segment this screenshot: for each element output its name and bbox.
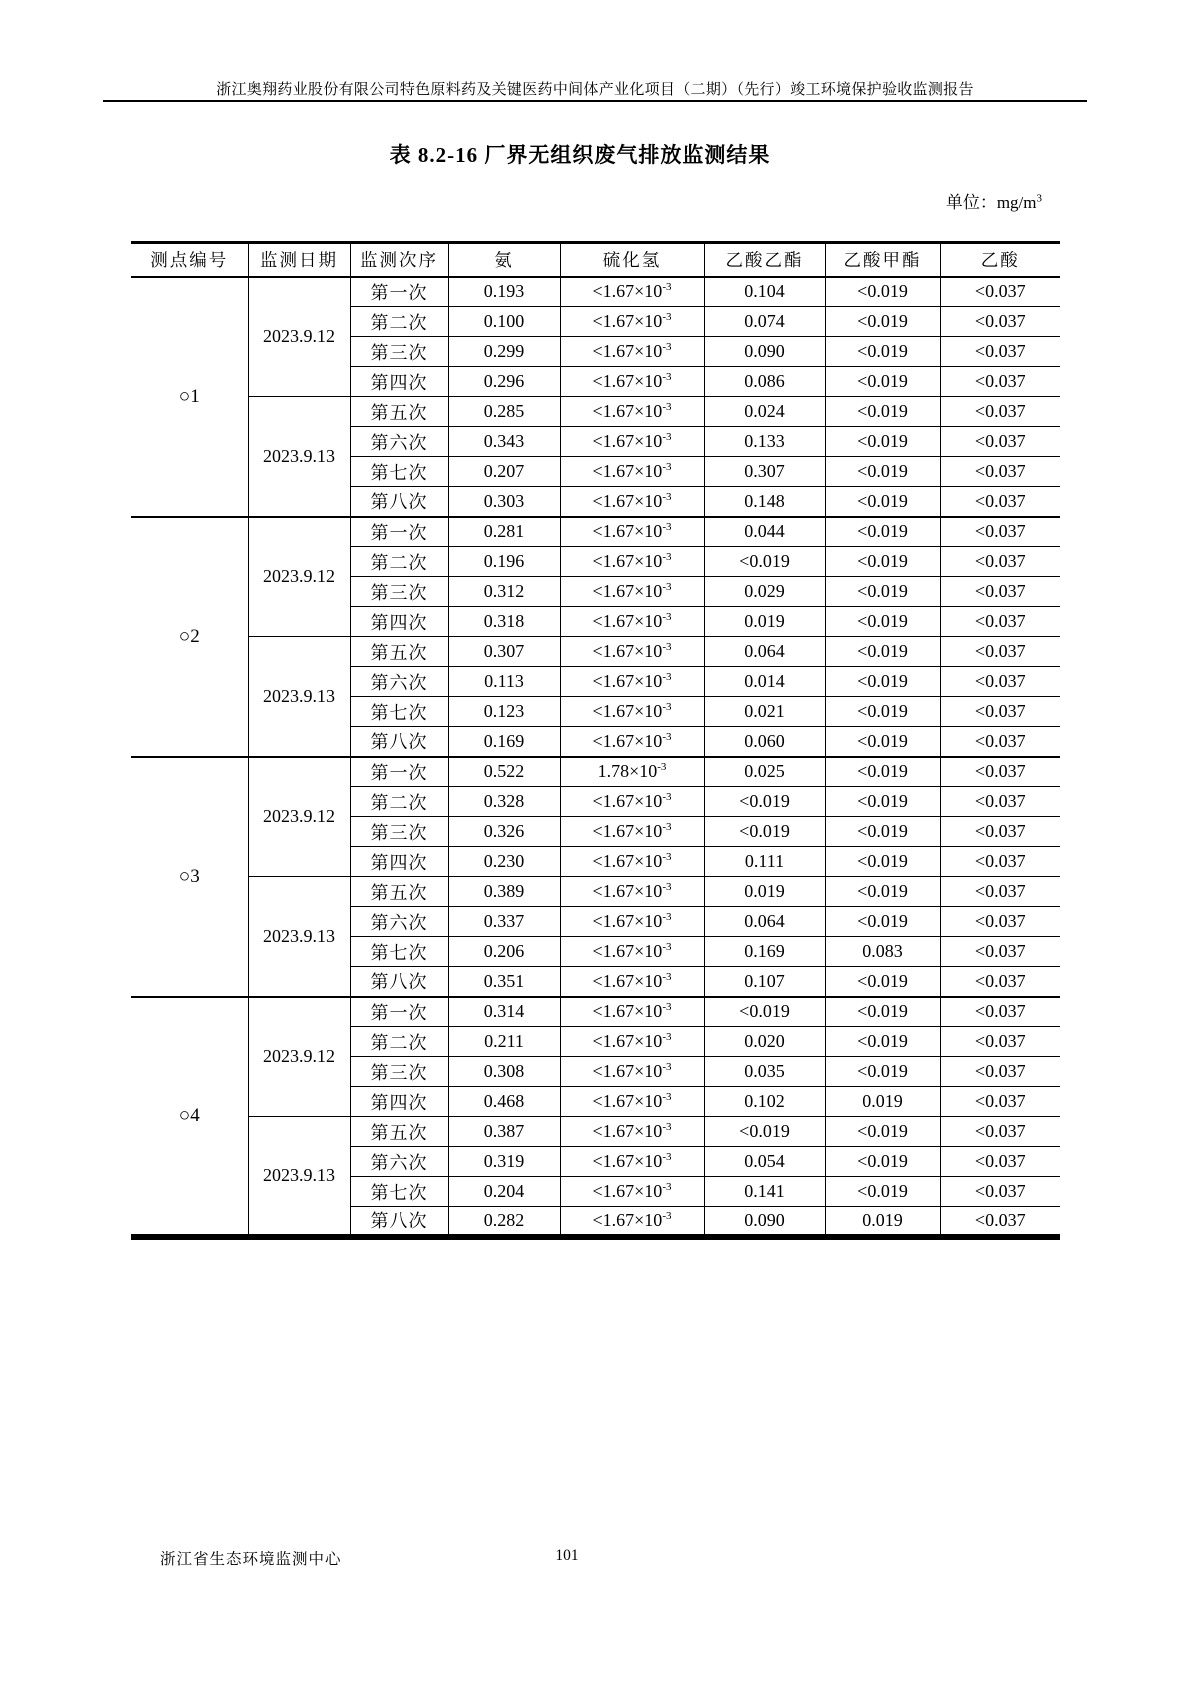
value-cell-hydrogen-sulfide: $<1.67\times 10^{-3}$ — [560, 577, 704, 607]
date-cell: 2023.9.12 — [248, 997, 350, 1117]
date-cell: 2023.9.12 — [248, 277, 350, 397]
table-row — [131, 277, 1060, 307]
value-cell-ammonia: 0.326 — [448, 817, 560, 847]
value-cell-acetic-acid: <0.037 — [940, 457, 1060, 487]
sequence-cell: 第五次 — [350, 877, 448, 907]
value-cell-ethyl-acetate: 0.141 — [704, 1177, 825, 1207]
value-cell-ammonia: 0.328 — [448, 787, 560, 817]
value-cell-hydrogen-sulfide: $<1.67\times 10^{-3}$ — [560, 1117, 704, 1147]
date-cell: 2023.9.13 — [248, 877, 350, 997]
column-header-7: 乙酸 — [940, 243, 1060, 277]
value-cell-ethyl-acetate: 0.090 — [704, 337, 825, 367]
value-cell-acetic-acid: <0.037 — [940, 1117, 1060, 1147]
value-cell-hydrogen-sulfide: $<1.67\times 10^{-3}$ — [560, 967, 704, 997]
value-cell-methyl-acetate: <0.019 — [825, 337, 940, 367]
value-cell-ammonia: 0.522 — [448, 757, 560, 787]
sequence-cell: 第六次 — [350, 1147, 448, 1177]
value-cell-ammonia: 0.100 — [448, 307, 560, 337]
value-cell-ethyl-acetate: 0.054 — [704, 1147, 825, 1177]
date-cell: 2023.9.13 — [248, 637, 350, 757]
table-row — [131, 397, 1060, 427]
value-cell-hydrogen-sulfide: $<1.67\times 10^{-3}$ — [560, 517, 704, 547]
column-header-0: 测点编号 — [131, 243, 248, 277]
value-cell-ammonia: 0.282 — [448, 1207, 560, 1237]
value-cell-ammonia: 0.206 — [448, 937, 560, 967]
date-cell: 2023.9.13 — [248, 397, 350, 517]
value-cell-ethyl-acetate: 0.169 — [704, 937, 825, 967]
sequence-cell: 第三次 — [350, 577, 448, 607]
value-cell-hydrogen-sulfide: $<1.67\times 10^{-3}$ — [560, 1087, 704, 1117]
sequence-cell: 第二次 — [350, 307, 448, 337]
value-cell-ammonia: 0.312 — [448, 577, 560, 607]
value-cell-ethyl-acetate: <0.019 — [704, 817, 825, 847]
value-cell-hydrogen-sulfide: $1.78\times 10^{-3}$ — [560, 757, 704, 787]
value-cell-hydrogen-sulfide: $<1.67\times 10^{-3}$ — [560, 1207, 704, 1237]
sequence-cell: 第四次 — [350, 607, 448, 637]
value-cell-hydrogen-sulfide: $<1.67\times 10^{-3}$ — [560, 667, 704, 697]
sequence-cell: 第五次 — [350, 637, 448, 667]
value-cell-ammonia: 0.343 — [448, 427, 560, 457]
value-cell-ethyl-acetate: 0.090 — [704, 1207, 825, 1237]
sequence-cell: 第七次 — [350, 1177, 448, 1207]
value-cell-acetic-acid: <0.037 — [940, 517, 1060, 547]
unit-label: 单位：$mg/m^3$ — [945, 192, 1042, 212]
value-cell-acetic-acid: <0.037 — [940, 847, 1060, 877]
value-cell-methyl-acetate: <0.019 — [825, 847, 940, 877]
column-header-4: 硫化氢 — [560, 243, 704, 277]
sequence-cell: 第四次 — [350, 847, 448, 877]
value-cell-methyl-acetate: <0.019 — [825, 997, 940, 1027]
value-cell-acetic-acid: <0.037 — [940, 1207, 1060, 1237]
sequence-cell: 第二次 — [350, 787, 448, 817]
value-cell-methyl-acetate: <0.019 — [825, 697, 940, 727]
value-cell-hydrogen-sulfide: $<1.67\times 10^{-3}$ — [560, 547, 704, 577]
value-cell-acetic-acid: <0.037 — [940, 577, 1060, 607]
footer-organization: 浙江省生态环境监测中心 — [160, 1551, 342, 1568]
value-cell-ethyl-acetate: 0.102 — [704, 1087, 825, 1117]
value-cell-ethyl-acetate: 0.020 — [704, 1027, 825, 1057]
value-cell-methyl-acetate: <0.019 — [825, 907, 940, 937]
value-cell-acetic-acid: <0.037 — [940, 1057, 1060, 1087]
value-cell-methyl-acetate: <0.019 — [825, 277, 940, 307]
value-cell-methyl-acetate: <0.019 — [825, 367, 940, 397]
value-cell-methyl-acetate: <0.019 — [825, 517, 940, 547]
value-cell-methyl-acetate: <0.019 — [825, 637, 940, 667]
value-cell-methyl-acetate: <0.019 — [825, 427, 940, 457]
value-cell-methyl-acetate: <0.019 — [825, 307, 940, 337]
value-cell-ethyl-acetate: 0.064 — [704, 907, 825, 937]
value-cell-hydrogen-sulfide: $<1.67\times 10^{-3}$ — [560, 907, 704, 937]
table-row — [131, 877, 1060, 907]
point-id-cell: ○1 — [131, 277, 248, 517]
value-cell-ammonia: 0.196 — [448, 547, 560, 577]
header-divider — [103, 100, 1087, 102]
column-header-2: 监测次序 — [350, 243, 448, 277]
sequence-cell: 第六次 — [350, 427, 448, 457]
value-cell-methyl-acetate: <0.019 — [825, 757, 940, 787]
sequence-cell: 第六次 — [350, 907, 448, 937]
monitoring-table — [131, 241, 1060, 1240]
value-cell-ethyl-acetate: 0.021 — [704, 697, 825, 727]
value-cell-ammonia: 0.123 — [448, 697, 560, 727]
value-cell-acetic-acid: <0.037 — [940, 817, 1060, 847]
sequence-cell: 第八次 — [350, 1207, 448, 1237]
value-cell-ethyl-acetate: 0.064 — [704, 637, 825, 667]
value-cell-methyl-acetate: <0.019 — [825, 607, 940, 637]
value-cell-hydrogen-sulfide: $<1.67\times 10^{-3}$ — [560, 427, 704, 457]
value-cell-acetic-acid: <0.037 — [940, 727, 1060, 757]
value-cell-hydrogen-sulfide: $<1.67\times 10^{-3}$ — [560, 727, 704, 757]
table-container — [131, 241, 1060, 1240]
value-cell-acetic-acid: <0.037 — [940, 337, 1060, 367]
date-cell: 2023.9.13 — [248, 1117, 350, 1237]
value-cell-ammonia: 0.307 — [448, 637, 560, 667]
date-cell: 2023.9.12 — [248, 517, 350, 637]
sequence-cell: 第一次 — [350, 997, 448, 1027]
point-id-cell: ○4 — [131, 997, 248, 1237]
value-cell-acetic-acid: <0.037 — [940, 277, 1060, 307]
value-cell-ethyl-acetate: <0.019 — [704, 1117, 825, 1147]
sequence-cell: 第七次 — [350, 457, 448, 487]
value-cell-ethyl-acetate: 0.133 — [704, 427, 825, 457]
value-cell-hydrogen-sulfide: $<1.67\times 10^{-3}$ — [560, 307, 704, 337]
value-cell-acetic-acid: <0.037 — [940, 757, 1060, 787]
value-cell-acetic-acid: <0.037 — [940, 997, 1060, 1027]
value-cell-hydrogen-sulfide: $<1.67\times 10^{-3}$ — [560, 997, 704, 1027]
value-cell-ammonia: 0.387 — [448, 1117, 560, 1147]
value-cell-ammonia: 0.204 — [448, 1177, 560, 1207]
sequence-cell: 第二次 — [350, 547, 448, 577]
value-cell-hydrogen-sulfide: $<1.67\times 10^{-3}$ — [560, 457, 704, 487]
value-cell-acetic-acid: <0.037 — [940, 1087, 1060, 1117]
table-row — [131, 637, 1060, 667]
value-cell-methyl-acetate: <0.019 — [825, 397, 940, 427]
value-cell-ethyl-acetate: 0.019 — [704, 607, 825, 637]
value-cell-ethyl-acetate: 0.107 — [704, 967, 825, 997]
value-cell-ethyl-acetate: 0.104 — [704, 277, 825, 307]
value-cell-acetic-acid: <0.037 — [940, 967, 1060, 997]
value-cell-hydrogen-sulfide: $<1.67\times 10^{-3}$ — [560, 487, 704, 517]
value-cell-ethyl-acetate: 0.019 — [704, 877, 825, 907]
sequence-cell: 第五次 — [350, 397, 448, 427]
page-number: 101 — [555, 1547, 579, 1564]
value-cell-acetic-acid: <0.037 — [940, 877, 1060, 907]
value-cell-ethyl-acetate: 0.035 — [704, 1057, 825, 1087]
value-cell-ammonia: 0.389 — [448, 877, 560, 907]
value-cell-ammonia: 0.318 — [448, 607, 560, 637]
value-cell-ethyl-acetate: 0.086 — [704, 367, 825, 397]
value-cell-acetic-acid: <0.037 — [940, 667, 1060, 697]
value-cell-hydrogen-sulfide: $<1.67\times 10^{-3}$ — [560, 1057, 704, 1087]
table-row — [131, 1117, 1060, 1147]
value-cell-hydrogen-sulfide: $<1.67\times 10^{-3}$ — [560, 1177, 704, 1207]
value-cell-methyl-acetate: <0.019 — [825, 1117, 940, 1147]
value-cell-ammonia: 0.468 — [448, 1087, 560, 1117]
value-cell-ammonia: 0.308 — [448, 1057, 560, 1087]
point-id-cell: ○3 — [131, 757, 248, 997]
value-cell-ammonia: 0.351 — [448, 967, 560, 997]
value-cell-ammonia: 0.314 — [448, 997, 560, 1027]
value-cell-acetic-acid: <0.037 — [940, 397, 1060, 427]
value-cell-ammonia: 0.337 — [448, 907, 560, 937]
value-cell-methyl-acetate: <0.019 — [825, 547, 940, 577]
value-cell-ethyl-acetate: 0.111 — [704, 847, 825, 877]
value-cell-acetic-acid: <0.037 — [940, 487, 1060, 517]
value-cell-acetic-acid: <0.037 — [940, 637, 1060, 667]
value-cell-ammonia: 0.211 — [448, 1027, 560, 1057]
value-cell-acetic-acid: <0.037 — [940, 1147, 1060, 1177]
value-cell-ethyl-acetate: 0.074 — [704, 307, 825, 337]
value-cell-acetic-acid: <0.037 — [940, 937, 1060, 967]
value-cell-hydrogen-sulfide: $<1.67\times 10^{-3}$ — [560, 397, 704, 427]
value-cell-methyl-acetate: <0.019 — [825, 1177, 940, 1207]
column-header-5: 乙酸乙酯 — [704, 243, 825, 277]
value-cell-methyl-acetate: <0.019 — [825, 577, 940, 607]
value-cell-ammonia: 0.303 — [448, 487, 560, 517]
sequence-cell: 第三次 — [350, 337, 448, 367]
header-row — [131, 243, 1060, 277]
value-cell-acetic-acid: <0.037 — [940, 427, 1060, 457]
sequence-cell: 第一次 — [350, 517, 448, 547]
value-cell-hydrogen-sulfide: $<1.67\times 10^{-3}$ — [560, 697, 704, 727]
value-cell-ethyl-acetate: <0.019 — [704, 997, 825, 1027]
value-cell-ammonia: 0.319 — [448, 1147, 560, 1177]
value-cell-ethyl-acetate: 0.044 — [704, 517, 825, 547]
column-header-3: 氨 — [448, 243, 560, 277]
value-cell-acetic-acid: <0.037 — [940, 787, 1060, 817]
table-body — [131, 277, 1060, 1237]
value-cell-methyl-acetate: <0.019 — [825, 457, 940, 487]
value-cell-ethyl-acetate: 0.014 — [704, 667, 825, 697]
value-cell-methyl-acetate: <0.019 — [825, 667, 940, 697]
value-cell-ammonia: 0.230 — [448, 847, 560, 877]
sequence-cell: 第四次 — [350, 367, 448, 397]
value-cell-methyl-acetate: <0.019 — [825, 817, 940, 847]
value-cell-ammonia: 0.296 — [448, 367, 560, 397]
sequence-cell: 第六次 — [350, 667, 448, 697]
value-cell-hydrogen-sulfide: $<1.67\times 10^{-3}$ — [560, 337, 704, 367]
value-cell-hydrogen-sulfide: $<1.67\times 10^{-3}$ — [560, 817, 704, 847]
value-cell-ammonia: 0.169 — [448, 727, 560, 757]
value-cell-ammonia: 0.113 — [448, 667, 560, 697]
value-cell-ammonia: 0.207 — [448, 457, 560, 487]
sequence-cell: 第五次 — [350, 1117, 448, 1147]
sequence-cell: 第一次 — [350, 277, 448, 307]
sequence-cell: 第二次 — [350, 1027, 448, 1057]
value-cell-methyl-acetate: <0.019 — [825, 877, 940, 907]
value-cell-ammonia: 0.299 — [448, 337, 560, 367]
value-cell-ethyl-acetate: 0.025 — [704, 757, 825, 787]
value-cell-ethyl-acetate: 0.148 — [704, 487, 825, 517]
table-row — [131, 517, 1060, 547]
value-cell-hydrogen-sulfide: $<1.67\times 10^{-3}$ — [560, 1147, 704, 1177]
value-cell-hydrogen-sulfide: $<1.67\times 10^{-3}$ — [560, 277, 704, 307]
sequence-cell: 第八次 — [350, 487, 448, 517]
value-cell-ethyl-acetate: 0.024 — [704, 397, 825, 427]
value-cell-acetic-acid: <0.037 — [940, 367, 1060, 397]
sequence-cell: 第七次 — [350, 937, 448, 967]
value-cell-methyl-acetate: <0.019 — [825, 487, 940, 517]
value-cell-ammonia: 0.285 — [448, 397, 560, 427]
value-cell-hydrogen-sulfide: $<1.67\times 10^{-3}$ — [560, 787, 704, 817]
point-id-cell: ○2 — [131, 517, 248, 757]
sequence-cell: 第一次 — [350, 757, 448, 787]
date-cell: 2023.9.12 — [248, 757, 350, 877]
value-cell-hydrogen-sulfide: $<1.67\times 10^{-3}$ — [560, 607, 704, 637]
table-title: 表 8.2-16 厂界无组织废气排放监测结果 — [389, 143, 771, 167]
sequence-cell: 第八次 — [350, 967, 448, 997]
value-cell-hydrogen-sulfide: $<1.67\times 10^{-3}$ — [560, 1027, 704, 1057]
value-cell-ethyl-acetate: 0.029 — [704, 577, 825, 607]
value-cell-acetic-acid: <0.037 — [940, 907, 1060, 937]
value-cell-methyl-acetate: 0.083 — [825, 937, 940, 967]
value-cell-acetic-acid: <0.037 — [940, 1027, 1060, 1057]
table-row — [131, 757, 1060, 787]
value-cell-methyl-acetate: 0.019 — [825, 1087, 940, 1117]
value-cell-acetic-acid: <0.037 — [940, 547, 1060, 577]
value-cell-ammonia: 0.281 — [448, 517, 560, 547]
value-cell-acetic-acid: <0.037 — [940, 607, 1060, 637]
table-row — [131, 997, 1060, 1027]
value-cell-methyl-acetate: 0.019 — [825, 1207, 940, 1237]
value-cell-acetic-acid: <0.037 — [940, 697, 1060, 727]
value-cell-acetic-acid: <0.037 — [940, 307, 1060, 337]
column-header-1: 监测日期 — [248, 243, 350, 277]
value-cell-methyl-acetate: <0.019 — [825, 1147, 940, 1177]
value-cell-methyl-acetate: <0.019 — [825, 1027, 940, 1057]
value-cell-hydrogen-sulfide: $<1.67\times 10^{-3}$ — [560, 937, 704, 967]
sequence-cell: 第四次 — [350, 1087, 448, 1117]
value-cell-methyl-acetate: <0.019 — [825, 1057, 940, 1087]
value-cell-hydrogen-sulfide: $<1.67\times 10^{-3}$ — [560, 877, 704, 907]
column-header-6: 乙酸甲酯 — [825, 243, 940, 277]
table-header — [131, 243, 1060, 277]
value-cell-methyl-acetate: <0.019 — [825, 787, 940, 817]
sequence-cell: 第三次 — [350, 817, 448, 847]
value-cell-ethyl-acetate: 0.060 — [704, 727, 825, 757]
sequence-cell: 第八次 — [350, 727, 448, 757]
value-cell-hydrogen-sulfide: $<1.67\times 10^{-3}$ — [560, 367, 704, 397]
value-cell-ethyl-acetate: <0.019 — [704, 787, 825, 817]
value-cell-hydrogen-sulfide: $<1.67\times 10^{-3}$ — [560, 847, 704, 877]
value-cell-methyl-acetate: <0.019 — [825, 967, 940, 997]
sequence-cell: 第七次 — [350, 697, 448, 727]
value-cell-hydrogen-sulfide: $<1.67\times 10^{-3}$ — [560, 637, 704, 667]
value-cell-ethyl-acetate: 0.307 — [704, 457, 825, 487]
document-header: 浙江奥翔药业股份有限公司特色原料药及关键医药中间体产业化项目（二期）（先行）竣工环境保护验收监测报告 — [216, 82, 974, 98]
value-cell-ethyl-acetate: <0.019 — [704, 547, 825, 577]
value-cell-methyl-acetate: <0.019 — [825, 727, 940, 757]
value-cell-ammonia: 0.193 — [448, 277, 560, 307]
sequence-cell: 第三次 — [350, 1057, 448, 1087]
value-cell-acetic-acid: <0.037 — [940, 1177, 1060, 1207]
